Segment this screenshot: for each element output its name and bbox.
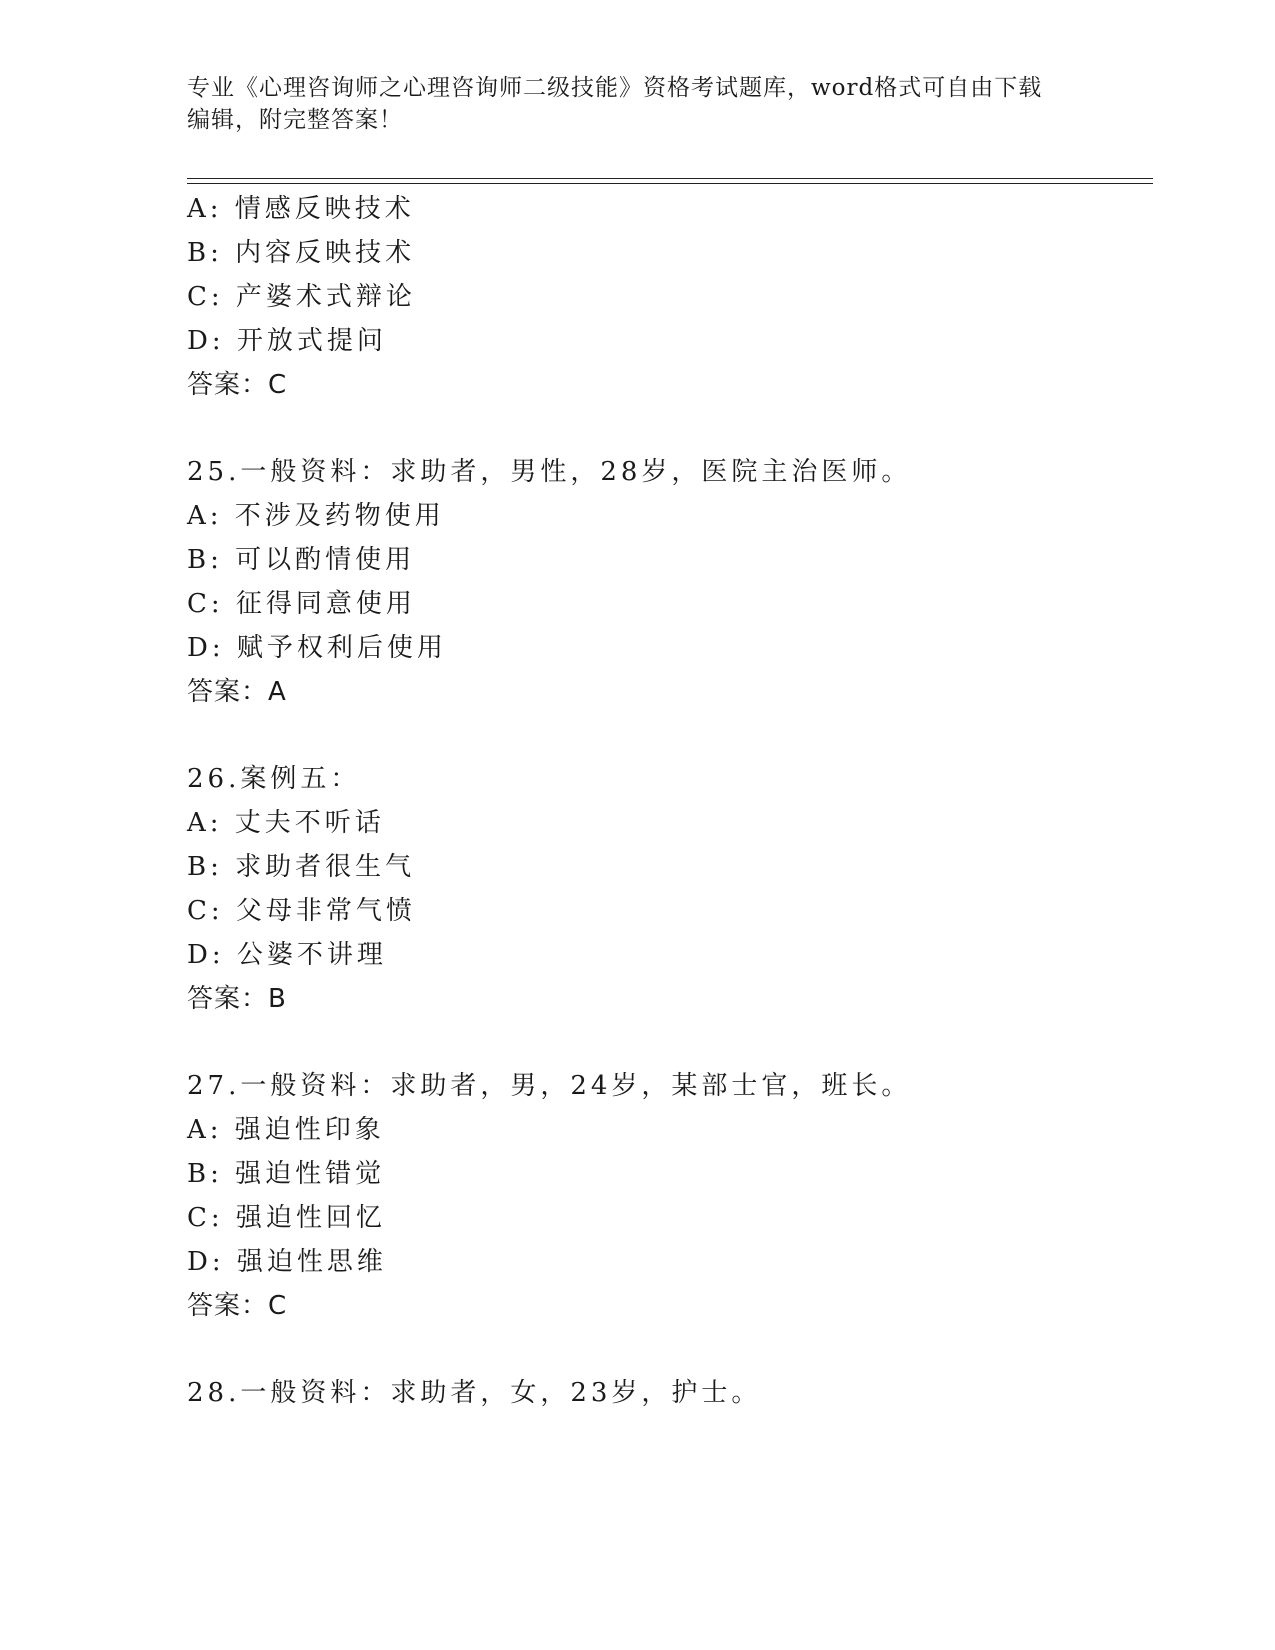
q27-stem: 27.一般资料：求助者，男，24岁，某部士官，班长。: [187, 1071, 912, 1101]
q26-option-a: A: 丈夫不听话: [187, 808, 385, 838]
q24-option-a: A: 情感反映技术: [187, 194, 415, 224]
header-divider-bottom: [187, 183, 1153, 184]
q26-option-b: B: 求助者很生气: [187, 852, 416, 882]
header-line-1: 专业《心理咨询师之心理咨询师二级技能》资格考试题库，word格式可自由下载: [187, 75, 1043, 101]
q25-answer: 答案：A: [187, 677, 287, 707]
q27-answer: 答案：C: [187, 1291, 288, 1321]
q25-option-b: B: 可以酌情使用: [187, 545, 416, 575]
q27-option-a: A: 强迫性印象: [187, 1115, 385, 1145]
q27-option-c: C: 强迫性回忆: [187, 1203, 386, 1233]
q26-stem: 26.案例五：: [187, 764, 361, 794]
q25-option-c: C: 征得同意使用: [187, 589, 416, 619]
q24-option-b: B: 内容反映技术: [187, 238, 416, 268]
header-line-2: 编辑，附完整答案！: [187, 107, 403, 133]
q24-option-d: D: 开放式提问: [187, 326, 387, 356]
q24-answer: 答案：C: [187, 370, 288, 400]
q25-stem: 25.一般资料：求助者，男性，28岁，医院主治医师。: [187, 457, 912, 487]
q27-option-b: B: 强迫性错觉: [187, 1159, 386, 1189]
header-divider-top: [187, 178, 1153, 179]
q25-option-d: D: 赋予权利后使用: [187, 633, 447, 663]
q24-option-c: C: 产婆术式辩论: [187, 282, 416, 312]
q26-option-c: C: 父母非常气愤: [187, 896, 416, 926]
document-header: [187, 72, 1067, 136]
q26-option-d: D: 公婆不讲理: [187, 940, 387, 970]
q25-option-a: A: 不涉及药物使用: [187, 501, 445, 531]
q26-answer: 答案：B: [187, 984, 287, 1014]
q28-stem: 28.一般资料：求助者，女，23岁，护士。: [187, 1378, 762, 1408]
q27-option-d: D: 强迫性思维: [187, 1247, 387, 1277]
